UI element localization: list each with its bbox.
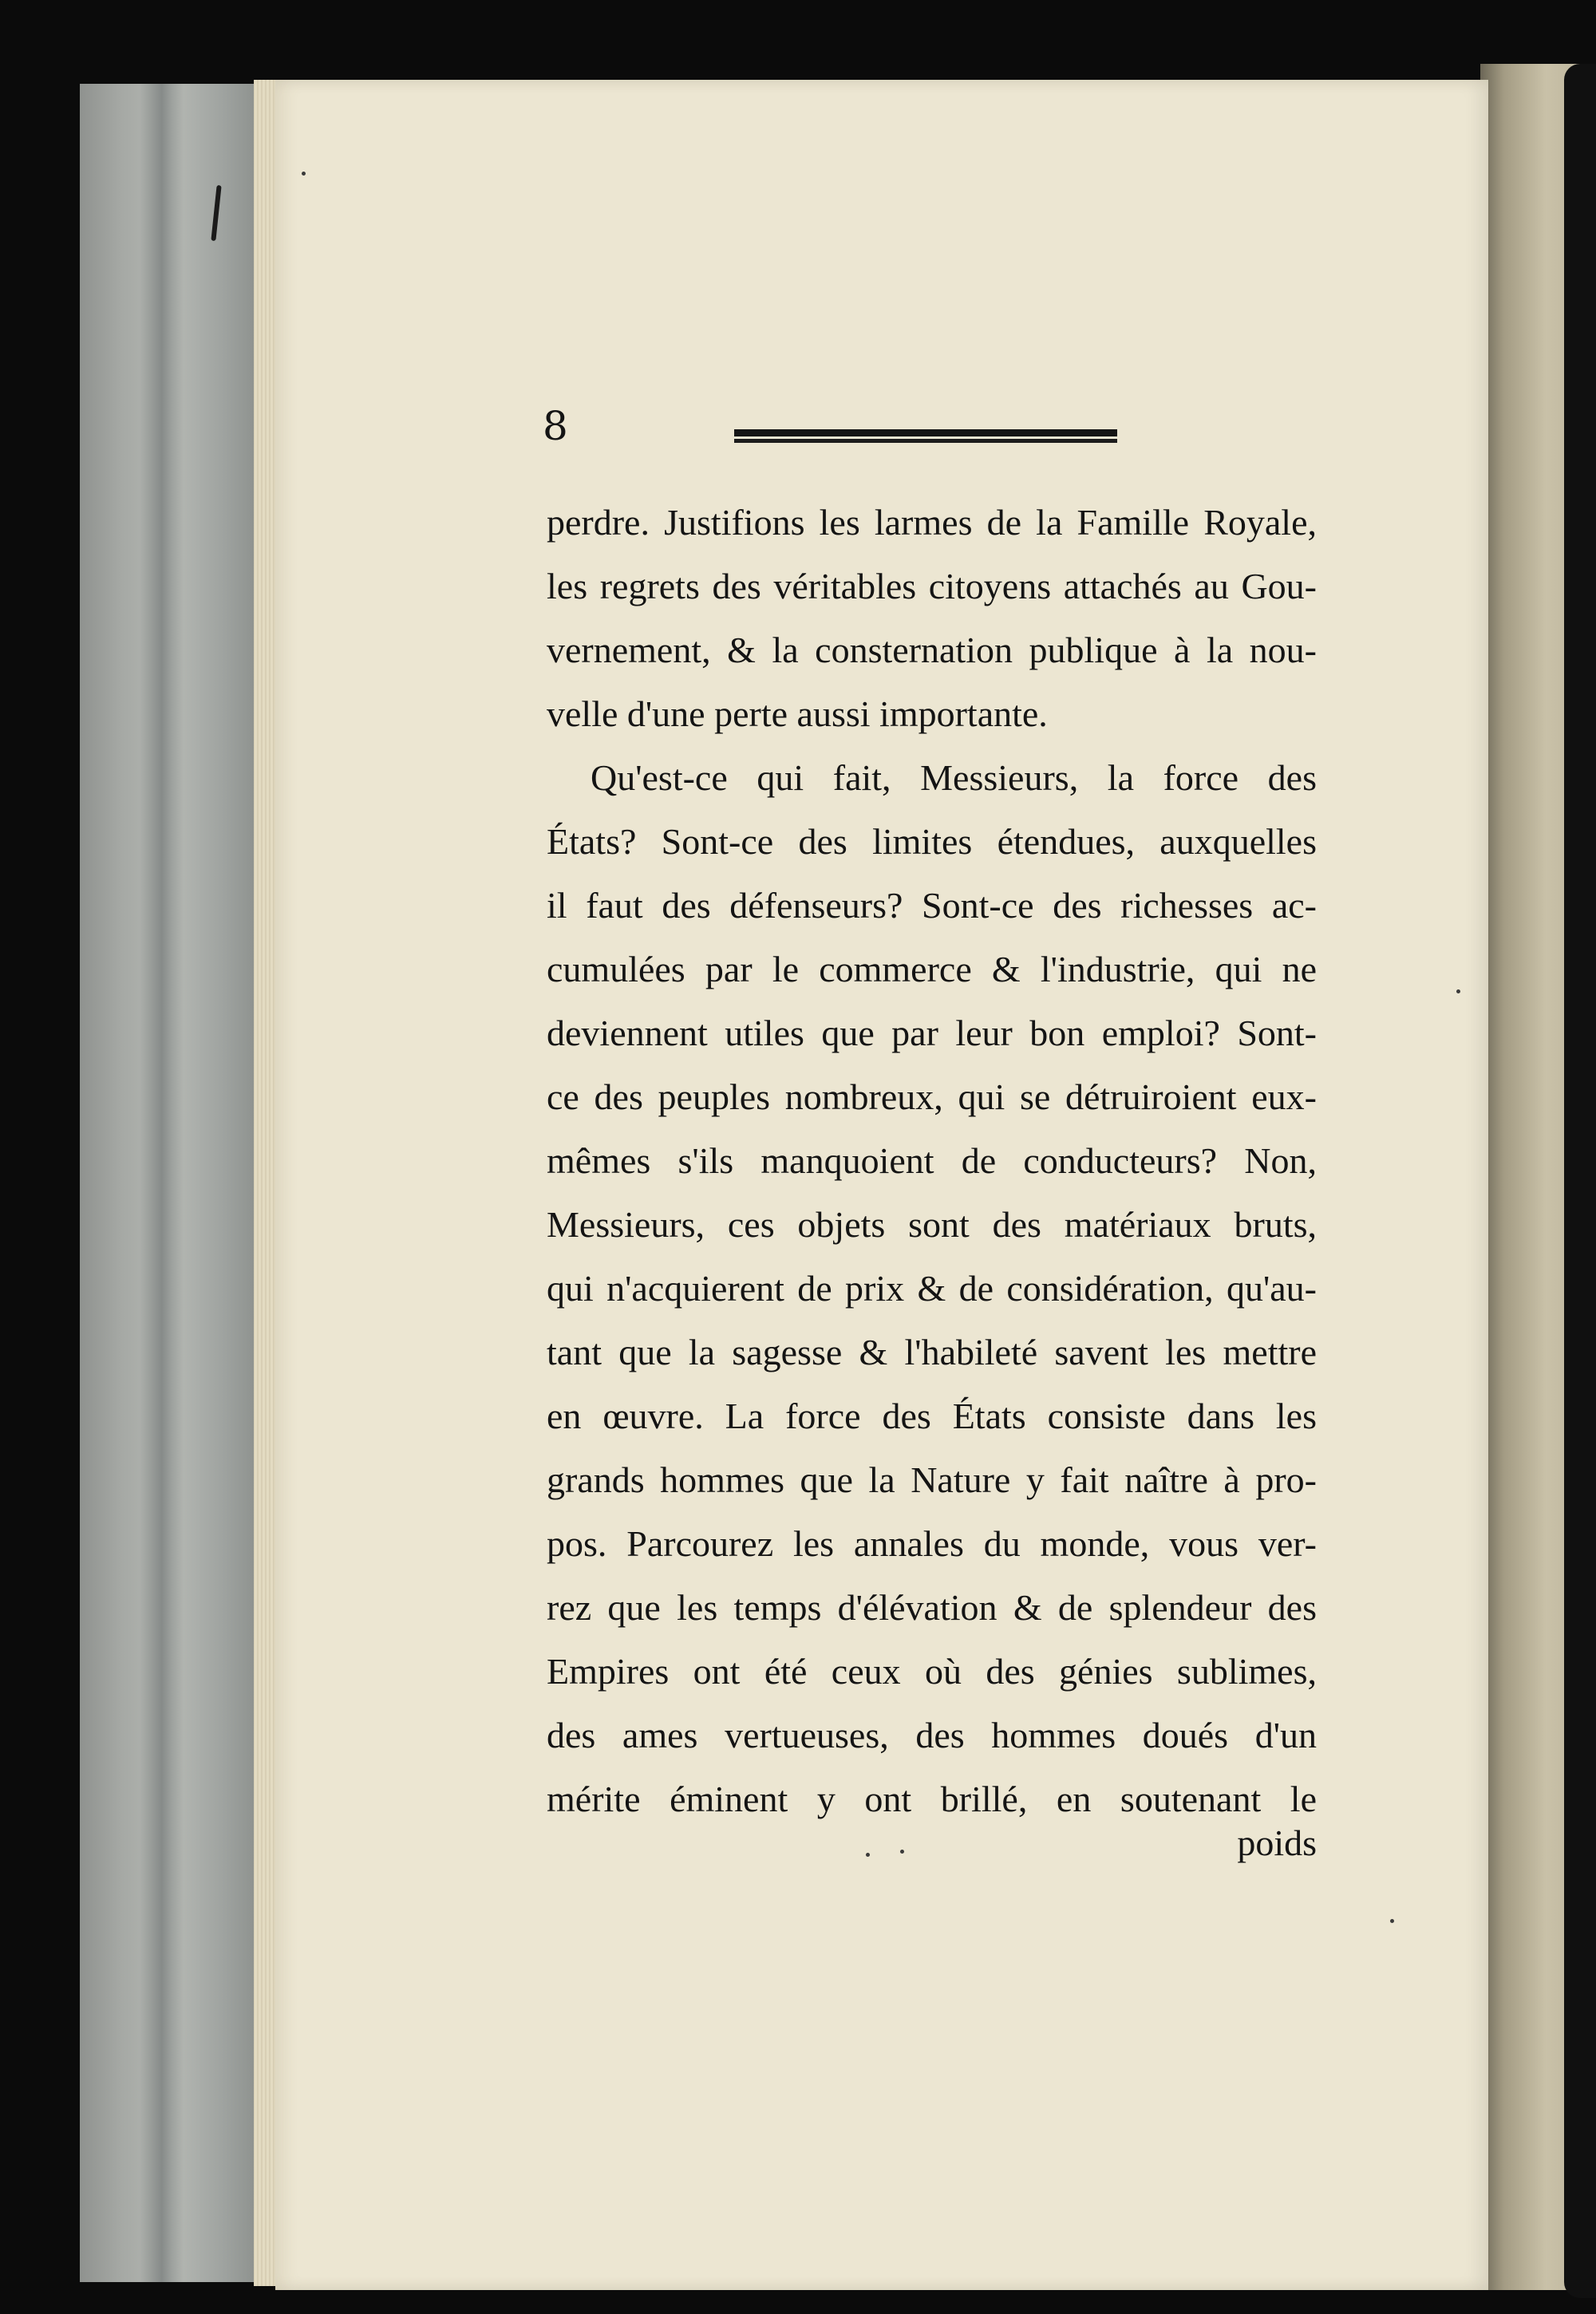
text-line: perdre. Justifions les larmes de la Famille Royale, [547,502,1317,543]
text-line: rez que les temps d'élévation & de splendeur des [547,1587,1317,1628]
rule-bottom-bar [734,439,1117,443]
text-line: les regrets des véritables citoyens attachés au Gou- [547,566,1317,606]
paper-speck [1456,989,1460,993]
header-ornament-rule [734,429,1117,444]
text-line: des ames vertueuses, des hommes doués d'un [547,1715,1317,1755]
text-line: États? Sont-ce des limites étendues, auxquelles [547,821,1317,862]
paper-speck [900,1850,904,1854]
text-line: Messieurs, ces objets sont des matériaux bruts, [547,1204,1317,1245]
text-line: Empires ont été ceux où des génies sublimes, [547,1651,1317,1692]
text-line: en œuvre. La force des États consiste dans les [547,1396,1317,1436]
paper-speck [1390,1919,1394,1923]
background-edge [1564,64,1596,2298]
text-line: velle d'une perte aussi importante. [547,693,1048,734]
text-line: pos. Parcourez les annales du monde, vous ver- [547,1523,1317,1564]
text-line: deviennent utiles que par leur bon emploi? Sont- [547,1013,1317,1053]
body-text [547,491,1317,1831]
catchword: poids [1237,1822,1317,1863]
text-line: ce des peuples nombreux, qui se détruiroient eux- [547,1076,1317,1117]
page-edges [254,80,278,2286]
text-line: mêmes s'ils manquoient de conducteurs? Non, [547,1140,1317,1181]
rule-top-bar [734,429,1117,436]
text-line: qui n'acquierent de prix & de considération, qu'au- [547,1268,1317,1309]
text-line: tant que la sagesse & l'habileté savent les mettre [547,1332,1317,1372]
text-line: cumulées par le commerce & l'industrie, qui ne [547,949,1317,989]
page-number: 8 [543,403,568,449]
text-line: vernement, & la consternation publique à la nou- [547,630,1317,670]
text-line: mérite éminent y ont brillé, en soutenant le [547,1779,1317,1819]
text-line: Qu'est-ce qui fait, Messieurs, la force des [591,757,1317,798]
spine-shadow [140,84,184,2282]
text-line: grands hommes que la Nature y fait naître à pro- [547,1459,1317,1500]
text-line: il faut des défenseurs? Sont-ce des richesses ac- [547,885,1317,926]
paper-speck [302,172,306,176]
paper-speck [866,1853,870,1857]
